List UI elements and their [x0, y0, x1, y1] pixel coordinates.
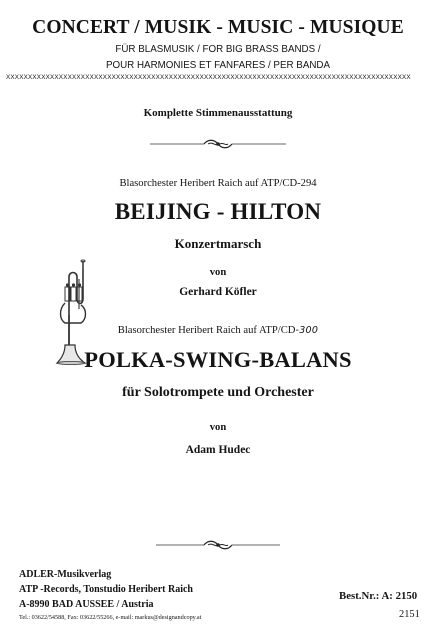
- header-title: CONCERT / MUSIK - MUSIC - MUSIQUE: [32, 17, 404, 38]
- piece2-von: von: [209, 422, 227, 433]
- publisher-contact: Tel.: 03622/54588, Fax: 03622/55266, e-mail: markus@designandcopy.at: [19, 614, 202, 621]
- order-number-label: Best.Nr.: A: 2150: [339, 590, 418, 602]
- header-subtitle-line2: POUR HARMONIES ET FANFARES / PER BANDA: [105, 60, 331, 71]
- publisher-address: A-8990 BAD AUSSEE / Austria: [19, 599, 154, 610]
- piece2-recording-prefix: Blasorchester Heribert Raich auf ATP/CD: [117, 325, 296, 336]
- piece1-recording: Blasorchester Heribert Raich auf ATP/CD-294: [119, 178, 317, 189]
- header-subtitle-line1: FÜR BLASMUSIK / FOR BIG BRASS BANDS /: [115, 44, 321, 55]
- piece2-title: POLKA-SWING-BALANS: [84, 347, 352, 372]
- order-number-alt: 2151: [399, 609, 420, 620]
- piece2-recording-handwritten: -300: [295, 325, 319, 336]
- ornament-divider-icon: [156, 538, 280, 552]
- piece2-recording: [0, 325, 436, 336]
- piece1-von: von: [209, 267, 227, 278]
- publisher-records: ATP -Records, Tonstudio Heribert Raich: [19, 584, 193, 595]
- ornament-divider-icon: [150, 137, 286, 151]
- edition-note: Komplette Stimmenausstattung: [143, 107, 293, 119]
- piece1-subtitle: Konzertmarsch: [174, 236, 262, 251]
- piece2-subtitle: für Solotrompete und Orchester: [122, 385, 314, 400]
- x-separator: XXXXXXXXXXXXXXXXXXXXXXXXXXXXXXXXXXXXXXXXXXXXXXXXXXXXXXXXXXXXXXXXXXXXXXXXXXXXXXXXXXXXXXXXXXXX: [6, 74, 411, 81]
- publisher-name: ADLER-Musikverlag: [19, 569, 112, 580]
- piece1-composer: Gerhard Köfler: [179, 286, 257, 298]
- piece2-composer: Adam Hudec: [185, 444, 251, 456]
- piece1-title: BEIJING - HILTON: [114, 199, 322, 224]
